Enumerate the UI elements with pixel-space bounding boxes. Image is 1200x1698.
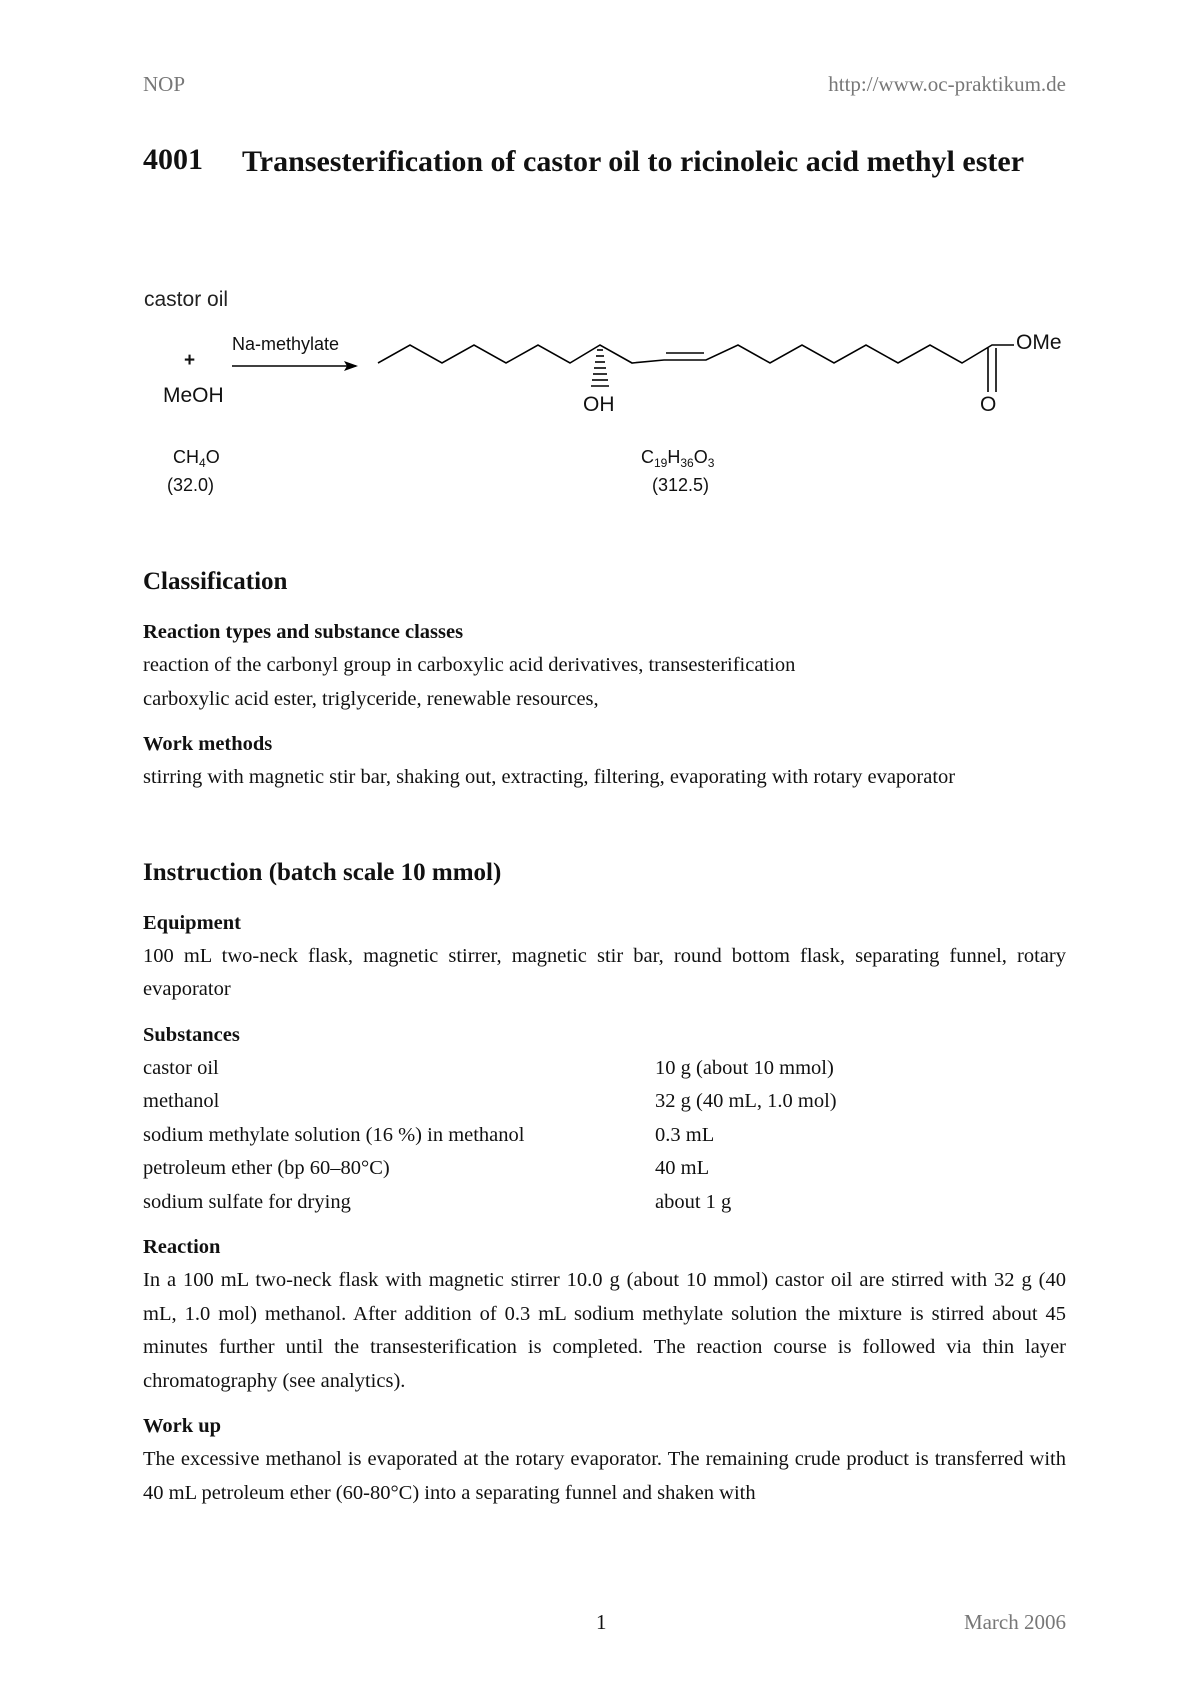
footer-date: March 2006: [963, 1610, 1066, 1634]
substance-row: [143, 1085, 1066, 1119]
work-methods-heading: Work methods: [143, 733, 273, 755]
substance-name: castor oil: [143, 1056, 219, 1079]
main-content: [143, 566, 1066, 1510]
substance-amount: 0.3 mL: [655, 1123, 715, 1146]
workup-text: The excessive methanol is evaporated at the rotary evaporator. The remaining crude product is transferred with 40 mL petroleum ether (60-80°C) into a separating funnel and shaken with: [143, 1448, 1066, 1504]
workup-heading: Work up: [143, 1415, 222, 1437]
product-carbon-chain: [378, 345, 1014, 363]
methanol-formula: $CH_4O$: [173, 447, 220, 470]
substances-table: [143, 1052, 1066, 1220]
page-number: 1: [596, 1610, 607, 1634]
substance-name: methanol: [143, 1090, 220, 1112]
substance-name: sodium methylate solution (16 %) in methanol: [143, 1123, 525, 1146]
reaction-types-line-1: reaction of the carbonyl group in carboxylic acid derivatives, transesterification: [143, 654, 796, 676]
classification-heading: Classification: [143, 568, 288, 595]
plus-sign: +: [184, 350, 196, 371]
instruction-heading: Instruction (batch scale 10 mmol): [143, 858, 502, 886]
work-methods-text: stirring with magnetic stir bar, shaking out, extracting, filtering, evaporating with rotary evaporator: [143, 766, 956, 788]
product-oh-label: OH: [583, 393, 615, 416]
reaction-types-heading: Reaction types and substance classes: [143, 621, 464, 643]
header-left: NOP: [143, 72, 186, 96]
reaction-heading: Reaction: [143, 1236, 221, 1258]
substance-amount: about 1 g: [655, 1190, 732, 1213]
substance-name: petroleum ether (bp 60–80°C): [143, 1157, 390, 1179]
substances-heading: Substances: [143, 1023, 240, 1046]
reaction-types-line-2: carboxylic acid ester, triglyceride, renewable resources,: [143, 687, 599, 710]
substance-row: [143, 1052, 1066, 1086]
product-molar-mass: (312.5): [652, 475, 710, 495]
header-url[interactable]: http://www.oc-praktikum.de: [828, 72, 1066, 96]
product-o-label: O: [980, 393, 997, 416]
substance-amount: 32 g (40 mL, 1.0 mol): [655, 1090, 837, 1112]
product-ome-label: OMe: [1016, 331, 1062, 354]
substance-row: [143, 1119, 1066, 1153]
experiment-number: 4001: [143, 143, 203, 176]
substance-name: sodium sulfate for drying: [143, 1190, 351, 1213]
substance-amount: 40 mL: [655, 1157, 710, 1179]
methanol-molar-mass: (32.0): [167, 475, 215, 495]
substance-amount: 10 g (about 10 mmol): [655, 1056, 834, 1079]
reactant-meoh: MeOH: [163, 384, 224, 407]
substance-row: [143, 1186, 1066, 1220]
substance-row: [143, 1152, 1066, 1186]
reaction-text: In a 100 mL two-neck flask with magnetic stirrer 10.0 g (about 10 mmol) castor oil are stirred with 32 g (40 mL, 1.0 mol) methanol. After addition of 0.3 mL sodium methylate solution the mixture is stirred about 45 minutes further until the transesterification is completed. The reaction course is followed via thin layer chromatography (see analytics).: [143, 1269, 1066, 1392]
reagent-label: Na-methylate: [232, 334, 340, 354]
equipment-text: 100 mL two-neck flask, magnetic stirrer, magnetic stir bar, round bottom flask, separating funnel, rotary evaporator: [143, 944, 1066, 1000]
product-hashed-wedge: [591, 350, 609, 386]
product-formula: $C_{19}H_{36}O_3$: [641, 447, 715, 470]
reactant-castor-oil: castor oil: [144, 288, 229, 311]
page-title: Transesterification of castor oil to ricinoleic acid methyl ester: [242, 145, 1025, 178]
equipment-heading: Equipment: [143, 911, 241, 934]
